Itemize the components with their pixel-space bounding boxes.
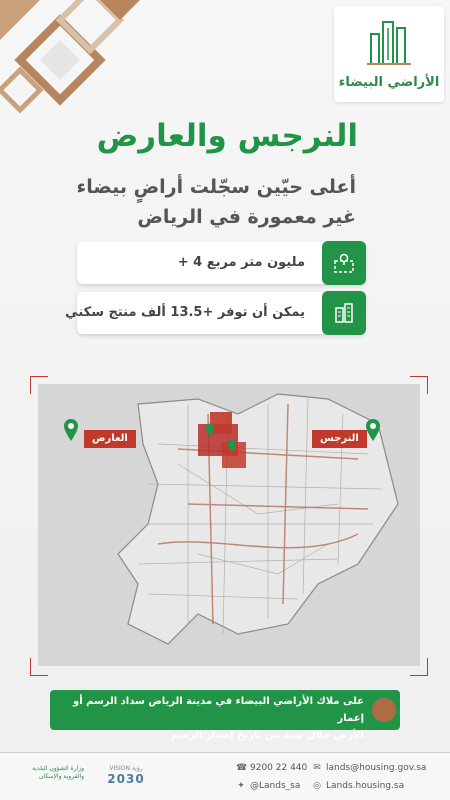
stat-text-area: + 4 مليون متر مربع (177, 255, 305, 270)
stat-text-housing: يمكن أن توفر +13.5 ألف منتج سكني (65, 305, 305, 320)
twitter-handle: @Lands_sa (250, 781, 301, 791)
vision-label: VISION رؤية (109, 765, 143, 772)
brand-logo (334, 6, 444, 102)
ministry-logo: وزارة الشؤون البلدية والقروية والإسكان (32, 765, 84, 780)
notice-text (64, 693, 364, 744)
email-contact[interactable] (312, 763, 426, 773)
map-pin-icon (64, 419, 78, 441)
buildings-logo-icon (367, 20, 411, 66)
stat-card-housing (65, 292, 365, 334)
website-contact[interactable] (312, 781, 404, 791)
footer (0, 753, 450, 800)
page-subtitle (36, 172, 356, 232)
vision-2030-logo (96, 765, 156, 789)
vision-year: 2030 (107, 772, 145, 786)
riyadh-map (38, 384, 420, 666)
logo-text: الأراضي البيضاء (338, 75, 440, 90)
email-address: lands@housing.gov.sa (326, 763, 427, 773)
website-url: Lands.housing.sa (326, 781, 405, 791)
twitter-contact[interactable] (236, 781, 300, 791)
notice-line-1: على ملاك الأراضي البيضاء في مدينة الرياض سداد الرسم أو إعمار (72, 696, 364, 724)
phone-contact[interactable] (236, 763, 307, 773)
land-area-icon (322, 241, 366, 285)
globe-icon: ◎ (313, 781, 321, 791)
stat-card-area (77, 242, 365, 284)
subtitle-line-2: غير معمورة في الرياض (137, 206, 356, 228)
email-icon: ✉ (313, 763, 321, 773)
notice-line-2: الأرض خلال سنة من تاريخ إصدار الرسم (171, 730, 364, 741)
label-aredh: العارض (84, 430, 136, 448)
twitter-icon: ✦ (237, 781, 245, 791)
geometric-decoration (0, 0, 140, 120)
map-pin-icon (366, 419, 380, 441)
phone-icon: ☎ (236, 763, 248, 773)
buildings-icon (322, 291, 366, 335)
notice-banner (50, 690, 400, 741)
hand-pointer-icon (372, 698, 396, 722)
page-title: النرجس والعارض (96, 118, 358, 154)
phone-number: 9200 22 440 (250, 763, 308, 773)
label-narjis: النرجس (312, 430, 367, 448)
subtitle-line-1: أعلى حيّين سجّلت أراضٍ بيضاء (76, 176, 356, 198)
